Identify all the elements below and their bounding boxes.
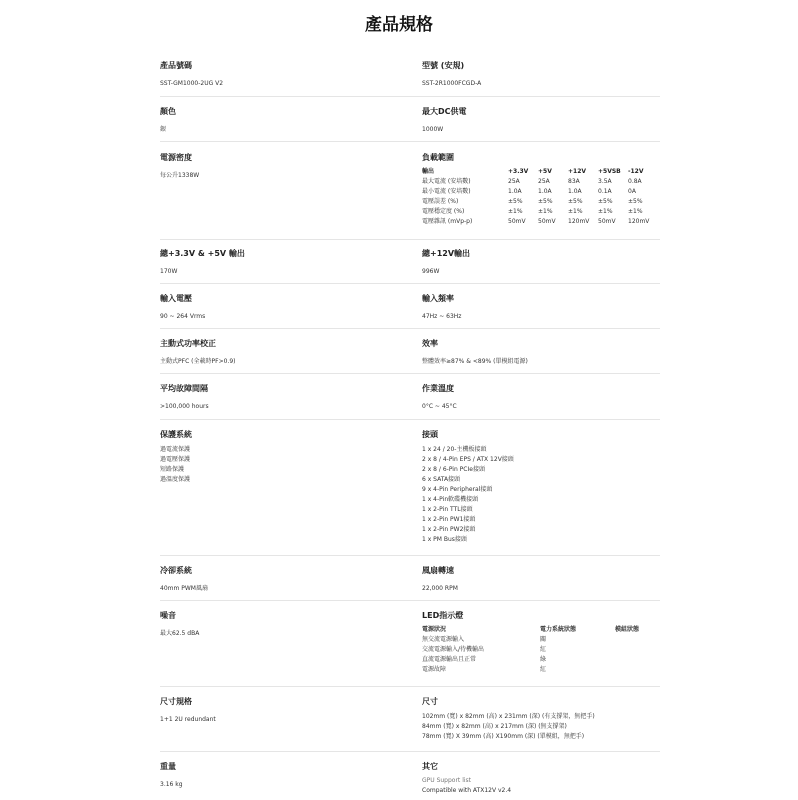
table-cell: ±5% xyxy=(598,198,613,205)
table-cell: 120mV xyxy=(568,218,590,225)
table-cell xyxy=(615,665,639,675)
spec-value: 3.16 kg xyxy=(160,781,183,788)
list-item: 1 x 24 / 20-主機板接頭 xyxy=(422,446,487,453)
spec-label: 電源密度 xyxy=(160,153,192,162)
table-cell: 最大電流 (安培數) xyxy=(422,178,471,185)
table-row xyxy=(422,197,658,207)
spec-label: 風扇轉速 xyxy=(422,566,454,575)
table-cell: 25A xyxy=(508,178,520,185)
spec-label: 平均故障間隔 xyxy=(160,384,208,393)
table-row xyxy=(422,217,658,227)
divider xyxy=(160,751,660,752)
table-header: +12V xyxy=(568,168,587,175)
list-item: 短路保護 xyxy=(160,466,185,473)
spec-label: 產品號碼 xyxy=(160,61,192,70)
spec-label: 尺寸規格 xyxy=(160,697,192,706)
list-item: 1 x PM Bus接頭 xyxy=(422,536,467,543)
spec-label: 效率 xyxy=(422,339,438,348)
table-row xyxy=(422,207,658,217)
spec-value: 40mm PWM風扇 xyxy=(160,585,208,592)
table-header: 電源狀況 xyxy=(422,626,447,633)
list-item: 9 x 4-Pin Peripheral接頭 xyxy=(422,486,493,493)
table-cell: 關 xyxy=(540,636,547,643)
table-header: 電力系統狀態 xyxy=(540,626,577,633)
table-row xyxy=(422,655,639,665)
spec-label: 保護系統 xyxy=(160,430,192,439)
protection-list xyxy=(160,445,400,485)
divider xyxy=(160,328,660,329)
gpu-support-link[interactable]: GPU Support list xyxy=(422,777,472,784)
table-cell: 無交流電源輸入 xyxy=(422,636,465,643)
spec-value: Compatible with ATX12V v2.4 xyxy=(422,787,512,794)
spec-label: 接頭 xyxy=(422,430,438,439)
table-header: 輸出 xyxy=(422,168,435,175)
table-cell: 25A xyxy=(538,178,550,185)
table-cell: 83A xyxy=(568,178,580,185)
spec-value: 每公升1338W xyxy=(160,172,200,179)
spec-value: >100,000 hours xyxy=(160,403,209,410)
table-row xyxy=(422,665,639,675)
table-cell: 直流電源輸出且正常 xyxy=(422,656,477,663)
list-item: 102mm (寬) x 82mm (高) x 231mm (深) (有支撐架，無把手) xyxy=(422,713,595,720)
table-header: -12V xyxy=(628,168,644,175)
table-cell: 1.0A xyxy=(568,188,582,195)
spec-value: 最大62.5 dBA xyxy=(160,630,200,637)
spec-label: LED指示燈 xyxy=(422,611,464,620)
table-cell: 電壓誤差 (%) xyxy=(422,198,459,205)
table-cell: 交流電源輸入/待機輸出 xyxy=(422,646,485,653)
spec-label: 作業溫度 xyxy=(422,384,454,393)
spec-value: 整體效率≥87% & <89% (單模組電源) xyxy=(422,358,528,365)
table-cell: 紅 xyxy=(540,646,547,653)
table-row xyxy=(422,177,658,187)
table-cell: 50mV xyxy=(538,218,556,225)
spec-value: 主動式PFC (全載時PF>0.9) xyxy=(160,358,236,365)
table-cell: ±5% xyxy=(628,198,643,205)
table-cell: ±5% xyxy=(538,198,553,205)
list-item: 2 x 8 / 6-Pin PCIe接頭 xyxy=(422,466,485,473)
list-item: 84mm (寬) x 82mm (高) x 217mm (深) (無支撐架) xyxy=(422,723,567,730)
table-cell: ±1% xyxy=(538,208,553,215)
spec-value: 1+1 2U redundant xyxy=(160,716,216,723)
load-range-table xyxy=(422,167,658,227)
table-cell: ±1% xyxy=(598,208,613,215)
spec-label: 總+12V輸出 xyxy=(422,249,471,258)
spec-value: 47Hz ~ 63Hz xyxy=(422,313,462,320)
list-item: 過溫度保護 xyxy=(160,476,191,483)
spec-value: 996W xyxy=(422,268,440,275)
table-cell: 紅 xyxy=(540,666,547,673)
spec-value: 22,000 RPM xyxy=(422,585,458,592)
table-cell: 3.5A xyxy=(598,178,612,185)
spec-label: 輸入電壓 xyxy=(160,294,192,303)
table-cell: ±5% xyxy=(508,198,523,205)
table-row xyxy=(422,645,639,655)
table-cell: 120mV xyxy=(628,218,650,225)
spec-label: 冷卻系統 xyxy=(160,566,192,575)
list-item: 1 x 2-Pin PW2接頭 xyxy=(422,526,476,533)
spec-value: SST-GM1000-2UG V2 xyxy=(160,80,224,87)
divider xyxy=(160,373,660,374)
list-item: 6 x SATA接頭 xyxy=(422,476,461,483)
table-header: +5VSB xyxy=(598,168,621,175)
table-cell: 1.0A xyxy=(538,188,552,195)
spec-label: 型號 (安規) xyxy=(422,61,465,70)
table-header-row xyxy=(422,625,639,635)
table-header-row xyxy=(422,167,658,177)
table-cell: ±5% xyxy=(568,198,583,205)
list-item: 1 x 4-Pin軟碟機接頭 xyxy=(422,496,479,503)
spec-label: 負載範圍 xyxy=(422,153,454,162)
spec-value: 銀 xyxy=(160,126,167,133)
spec-value: SST-2R1000FCGD-A xyxy=(422,80,482,87)
table-cell: ±1% xyxy=(508,208,523,215)
list-item: 1 x 2-Pin TTL接頭 xyxy=(422,506,473,513)
spec-value: 1000W xyxy=(422,126,444,133)
spec-label: 總+3.3V & +5V 輸出 xyxy=(160,249,245,258)
divider xyxy=(160,419,660,420)
table-cell: 0.8A xyxy=(628,178,642,185)
page-title: 產品規格 xyxy=(365,15,433,35)
table-cell: 0A xyxy=(628,188,636,195)
table-cell xyxy=(615,655,639,665)
connector-list xyxy=(422,445,662,545)
table-cell: 電壓雜訊 (mVp-p) xyxy=(422,218,473,225)
table-cell: 電源故障 xyxy=(422,666,447,673)
table-cell: 50mV xyxy=(508,218,526,225)
list-item: 過電壓保護 xyxy=(160,456,191,463)
table-cell: 0.1A xyxy=(598,188,612,195)
table-header: +3.3V xyxy=(508,168,529,175)
spec-label: 尺寸 xyxy=(422,697,438,706)
list-item: 過電流保護 xyxy=(160,446,191,453)
table-cell: 電壓穩定度 (%) xyxy=(422,208,465,215)
divider xyxy=(160,141,660,142)
table-cell: 綠 xyxy=(540,656,547,663)
spec-value: 0°C ~ 45°C xyxy=(422,403,457,410)
spec-label: 最大DC供電 xyxy=(422,107,467,116)
table-cell: 1.0A xyxy=(508,188,522,195)
table-cell: ±1% xyxy=(628,208,643,215)
divider xyxy=(160,96,660,97)
dimension-list xyxy=(422,712,682,742)
spec-label: 其它 xyxy=(422,762,438,771)
list-item: 1 x 2-Pin PW1接頭 xyxy=(422,516,476,523)
spec-label: 輸入頻率 xyxy=(422,294,454,303)
spec-label: 重量 xyxy=(160,762,176,771)
divider xyxy=(160,600,660,601)
list-item: 78mm (寬) X 39mm (高) X190mm (深) (單模組，無把手) xyxy=(422,733,585,740)
table-header: 模組狀態 xyxy=(615,626,640,633)
divider xyxy=(160,555,660,556)
table-header: +5V xyxy=(538,168,552,175)
table-cell: 最小電流 (安培數) xyxy=(422,188,471,195)
divider xyxy=(160,686,660,687)
table-cell xyxy=(615,645,639,655)
divider xyxy=(160,239,660,240)
table-row xyxy=(422,187,658,197)
spec-value: 170W xyxy=(160,268,178,275)
led-indicator-table xyxy=(422,625,639,675)
spec-label: 主動式功率校正 xyxy=(160,339,216,348)
table-row xyxy=(422,635,639,645)
spec-value: 90 ~ 264 Vrms xyxy=(160,313,206,320)
table-cell: ±1% xyxy=(568,208,583,215)
spec-label: 顏色 xyxy=(160,107,176,116)
table-cell xyxy=(615,635,639,645)
list-item: 2 x 8 / 4-Pin EPS / ATX 12V接頭 xyxy=(422,456,514,463)
divider xyxy=(160,283,660,284)
table-cell: 50mV xyxy=(598,218,616,225)
spec-label: 噪音 xyxy=(160,611,176,620)
